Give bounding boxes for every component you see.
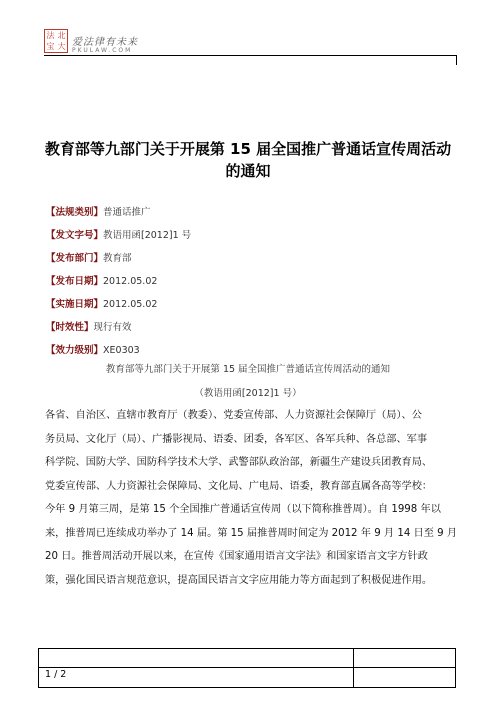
meta-level: 【效力级别】XE0303 bbox=[46, 345, 140, 356]
document-body bbox=[45, 404, 457, 592]
meta-department: 【发布部门】教育部 bbox=[46, 253, 132, 264]
body-line: 策，强化国民语言规范意识，提高国民语言文字应用能力等方面起到了积极促进作用。 bbox=[45, 574, 433, 586]
document-title: 教育部等九部门关于开展第 15 届全国推广普通话宣传周活动 的通知 bbox=[44, 140, 452, 180]
document-number-line: （教语用函[2012]1 号） bbox=[194, 388, 302, 399]
body-line: 各省、自治区、直辖市教育厅（教委）、党委宣传部、人力资源社会保障厅（局）、公 bbox=[45, 410, 422, 421]
meta-validity: 【时效性】现行有效 bbox=[46, 322, 132, 333]
body-line: 务员局、文化厅（局）、广播影视局、语委、团委，各军区、各军兵种、各总部、军事 bbox=[45, 433, 428, 445]
brand-slogan: 爱法律有未来 bbox=[72, 37, 138, 48]
page-number: 1 / 2 bbox=[45, 669, 67, 680]
header-divider bbox=[44, 55, 456, 56]
body-line: 科学院、国防大学、国防科学技术大学、武警部队政治部，新疆生产建设兵团教育局、 bbox=[45, 457, 433, 468]
page-footer bbox=[38, 648, 456, 688]
body-line: 今年 9 月第三周，是第 15 个全国推广普通话宣传周（以下简称推普周）。自 1998 年以 bbox=[45, 504, 441, 515]
header-divider-tick bbox=[456, 55, 457, 65]
document-subtitle: 教育部等九部门关于开展第 15 届全国推广普通话宣传周活动的通知 bbox=[105, 364, 391, 375]
meta-category: 【法规类别】普通话推广 bbox=[46, 207, 151, 218]
body-line: 来，推普周已连续成功举办了 14 届。第 15 届推普周时间定为 2012 年 9 月 14 日至 9 月 bbox=[45, 527, 458, 539]
meta-effective-date: 【实施日期】2012.05.02 bbox=[46, 299, 158, 310]
brand-url: PKULAW.COM bbox=[72, 47, 133, 54]
pkulaw-logo-icon: 法 北 宝 大 bbox=[44, 29, 68, 53]
body-line: 20 日。推普周活动开展以来，在宣传《国家通用语言文字法》和国家语言文字方针政 bbox=[45, 551, 428, 562]
body-line: 党委宣传部、人力资源社会保障局、文化局、广电局、语委，教育部直属各高等学校： bbox=[45, 480, 433, 492]
meta-publish-date: 【发布日期】2012.05.02 bbox=[46, 276, 158, 287]
meta-doc-number: 【发文字号】教语用函[2012]1 号 bbox=[46, 230, 192, 241]
